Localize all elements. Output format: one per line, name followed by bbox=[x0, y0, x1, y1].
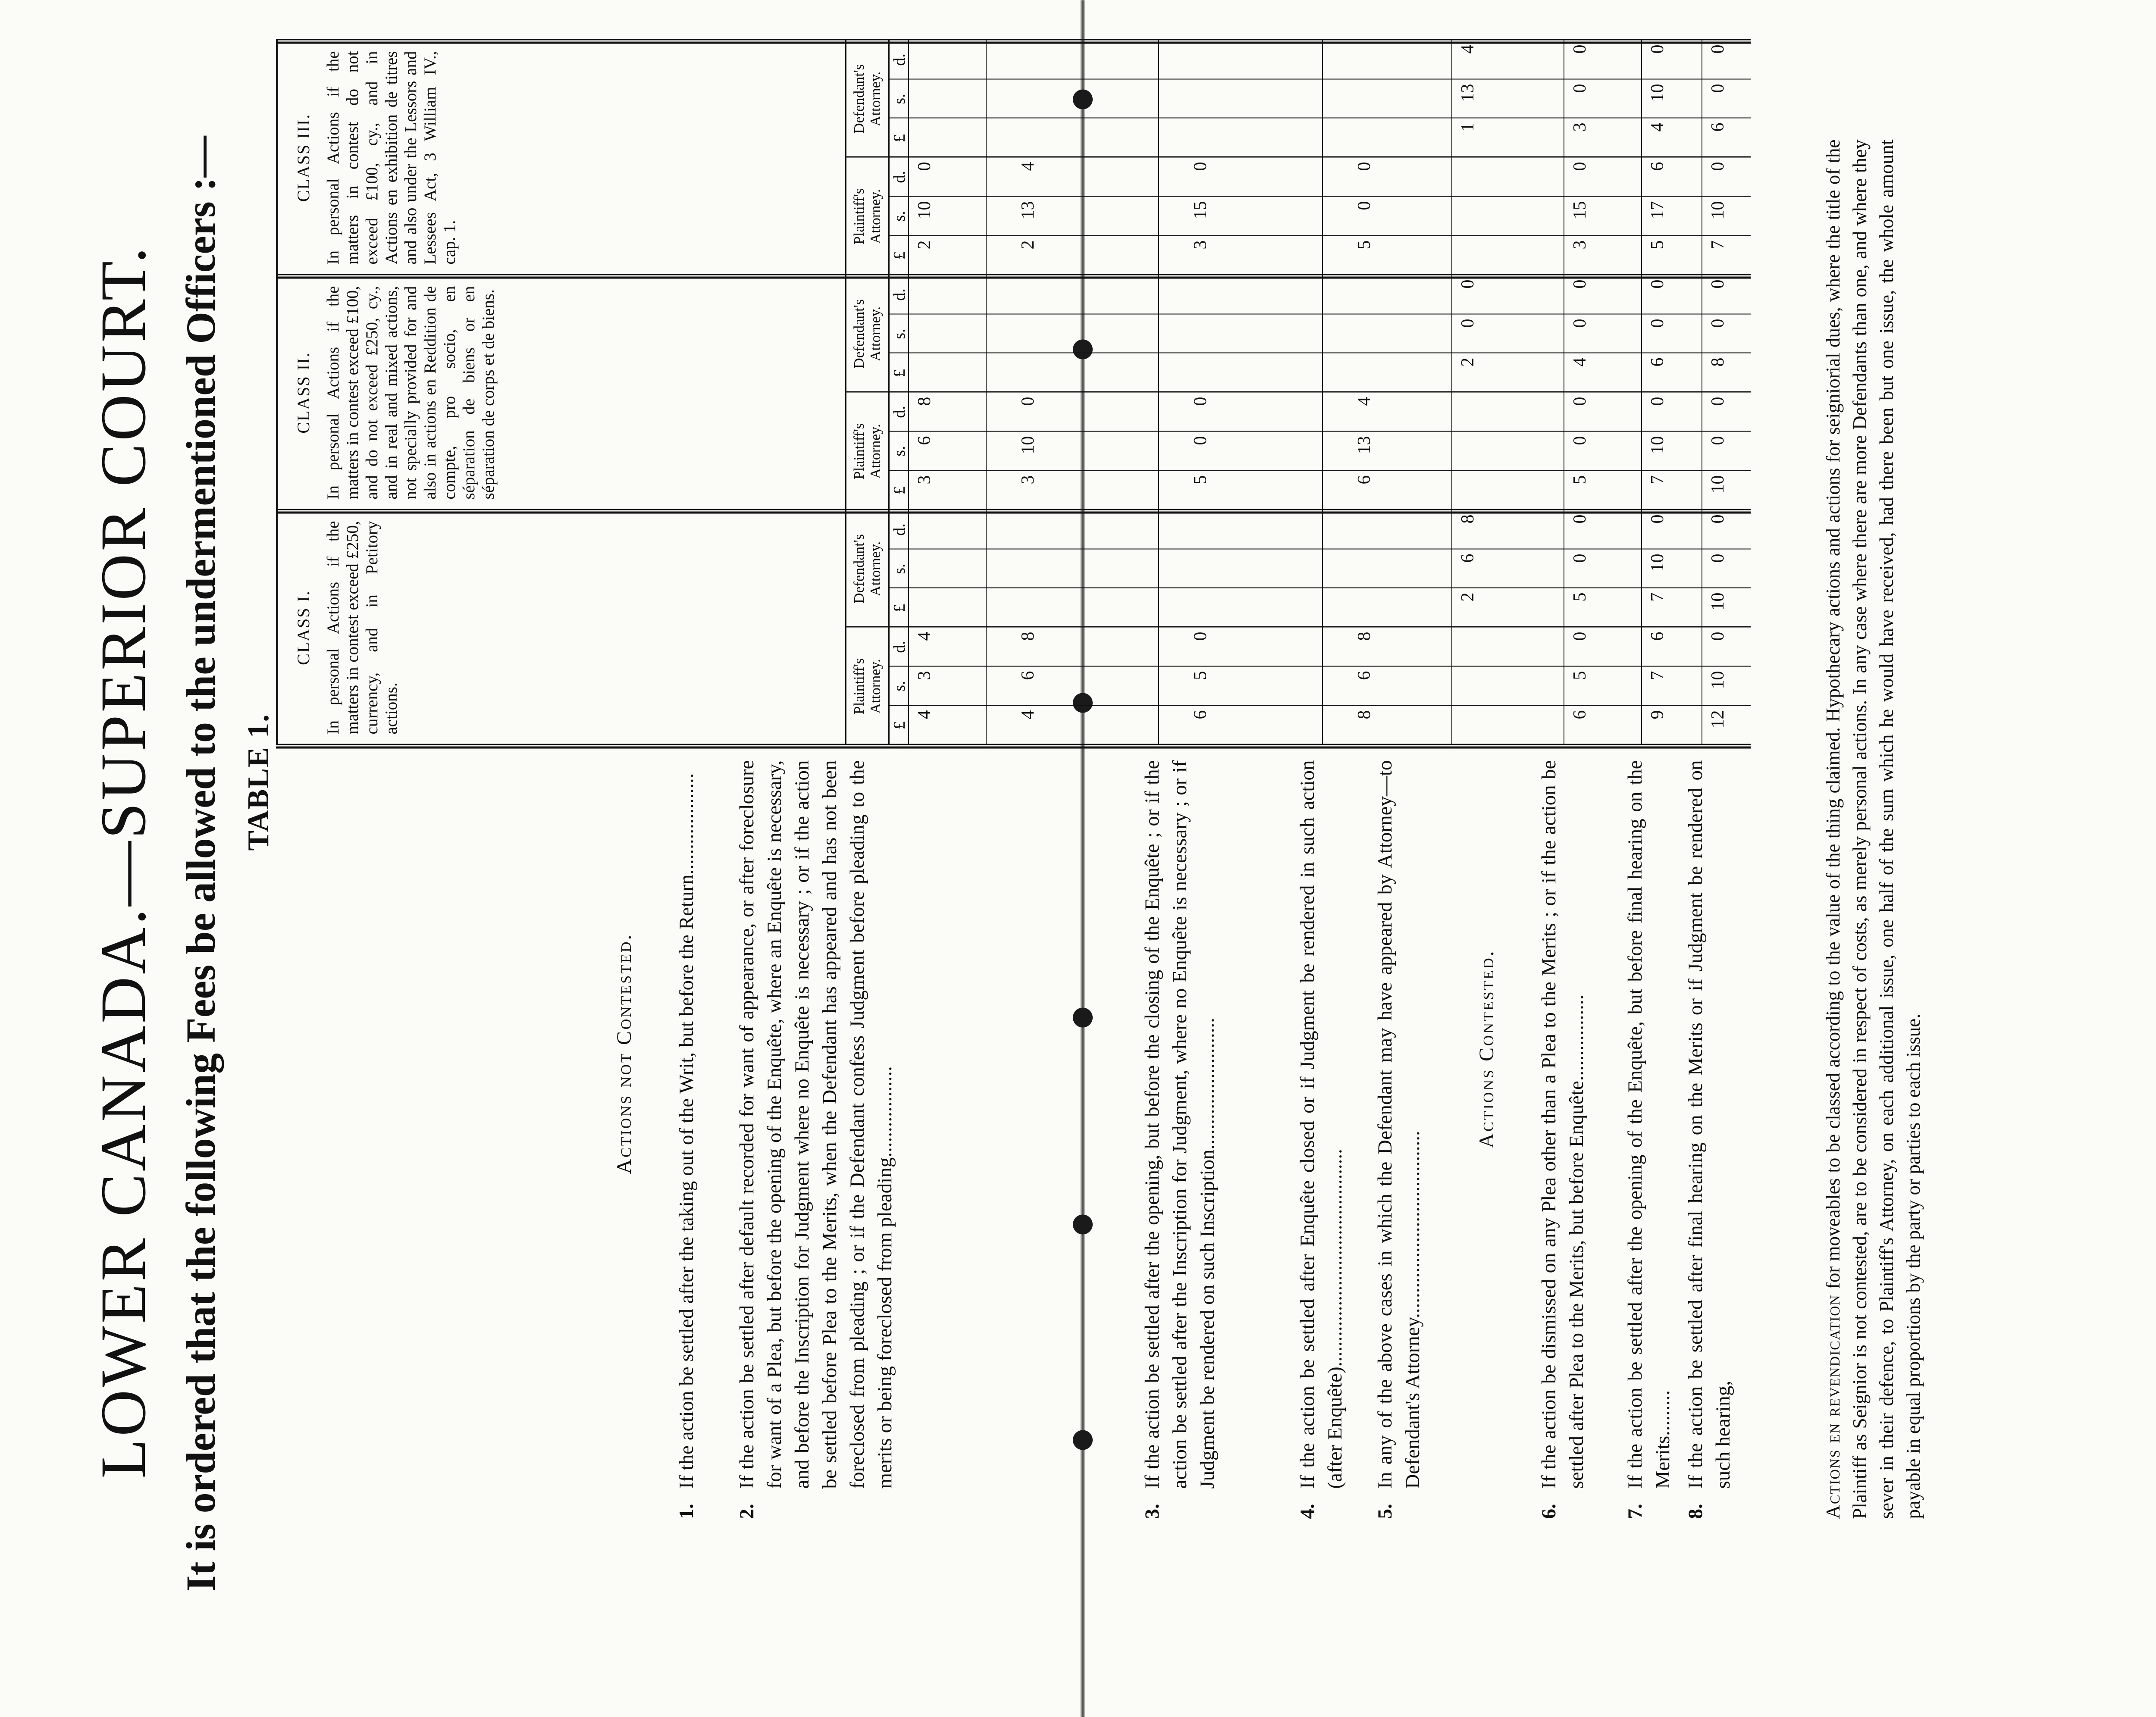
fee-item-number: 8. bbox=[1684, 1503, 1707, 1519]
fee-item-text: If the action be settled after default recorded for want of appearance, or after foreclosure for want of a Plea, but before the opening of the Enquête, where an Enquête is necessary, and before the Inscription for Judgment where no Enquête is necessary ; or if the action be settled before Plea to the Merits, when the Defendant has appeared and has not been foreclosed from pleading ; or if the Defendant confess Judgment before pleading to the merits or being foreclosed from pleading.................. bbox=[736, 760, 896, 1489]
fee-value: 6 bbox=[1648, 632, 1667, 641]
binding-stitch-mark bbox=[1073, 89, 1093, 109]
defendant-attorney-header: Defendant's Attorney. bbox=[851, 299, 884, 369]
fee-value: 7 bbox=[1708, 240, 1728, 249]
fee-value: 0 bbox=[1570, 319, 1590, 328]
fee-item bbox=[673, 760, 729, 1519]
plaintiff-attorney-header: Plaintiff's Attorney. bbox=[851, 423, 884, 479]
fee-value: 5 bbox=[1191, 671, 1210, 680]
fee-value: 6 bbox=[1458, 554, 1478, 563]
fee-value: 6 bbox=[1354, 475, 1374, 484]
fee-value: 3 bbox=[1570, 240, 1590, 249]
fee-value: 6 bbox=[915, 436, 934, 445]
attorney-column-rule bbox=[845, 156, 1751, 157]
fee-value: 6 bbox=[1191, 710, 1210, 719]
fee-item bbox=[1535, 760, 1617, 1519]
fee-value: 3 bbox=[915, 475, 934, 484]
fee-value: 6 bbox=[1648, 162, 1667, 171]
unit-pence: d. bbox=[890, 523, 909, 536]
unit-column-rule bbox=[888, 587, 1751, 588]
fee-item bbox=[1621, 760, 1677, 1519]
fee-value: 12 bbox=[1708, 710, 1728, 728]
fee-value: 10 bbox=[1648, 554, 1667, 572]
fee-value: 5 bbox=[1354, 240, 1374, 249]
fee-value: 8 bbox=[1354, 710, 1374, 719]
plaintiff-attorney-header: Plaintiff's Attorney. bbox=[851, 658, 884, 714]
fee-value: 13 bbox=[1354, 436, 1374, 454]
unit-shillings: s. bbox=[890, 328, 909, 339]
fee-item-text: If the action be settled after final hearing on the Merits or if Judgment be rendered on such hearing, bbox=[1684, 760, 1734, 1489]
fee-value: 5 bbox=[1648, 240, 1667, 249]
class-description: In personal Actions if the matters in contest exceed £100, and do not exceed £250, cy., and in real and mixed actions, not specially provided for and also in actions en Reddition de compte, pro socio, en séparation de biens or en séparation de corps et de biens. bbox=[324, 286, 498, 499]
class-description: In personal Actions if the matters in contest do not exceed £100, cy., and in Actions en exhibition de titres and also under the Lessors and Lessees Act, 3 William IV., cap. 1. bbox=[324, 51, 459, 264]
defendant-attorney-header: Defendant's Attorney. bbox=[851, 534, 884, 604]
fee-value: 0 bbox=[1191, 397, 1210, 406]
fee-value: 0 bbox=[1570, 84, 1590, 93]
fee-value: 0 bbox=[1648, 319, 1667, 328]
fee-value: 4 bbox=[1354, 397, 1374, 406]
fee-value: 0 bbox=[1570, 554, 1590, 563]
table-rule-vertical bbox=[276, 41, 1751, 44]
plaintiff-attorney-header: Plaintiff's Attorney. bbox=[851, 188, 884, 244]
fee-value: 0 bbox=[1570, 514, 1590, 523]
fee-value: 10 bbox=[1648, 84, 1667, 102]
fee-item-text: If the action be settled after the taking out of the Writ, but before the Return.................... bbox=[675, 772, 698, 1489]
fee-value: 0 bbox=[1191, 162, 1210, 171]
fee-value: 0 bbox=[1191, 436, 1210, 445]
unit-column-rule bbox=[888, 78, 1751, 79]
class-heading: CLASS II. bbox=[294, 351, 313, 434]
note-text: for moveables to be classed according to the value of the thing claimed. Hypothecary actions and actions for seigniorial dues, where the title of the Plaintiff as Seignior is not contested, are to be considered in respect of costs, as merely personal actions. In any case where there are more Defendants than one, and where they sever in their defence, to Plaintiff's Attorney, on each additional issue, one half of the sum which he would have received, had there been but one issue, the whole amount payable in equal proportions by the party or parties to each issue. bbox=[1822, 139, 1924, 1519]
unit-pence: d. bbox=[890, 640, 909, 653]
fee-item-number: 7. bbox=[1624, 1503, 1646, 1519]
fee-value: 15 bbox=[1570, 201, 1590, 219]
unit-pounds: £ bbox=[890, 721, 909, 729]
fee-value: 0 bbox=[1458, 279, 1478, 288]
fee-value: 0 bbox=[1570, 44, 1590, 53]
fee-value: 10 bbox=[1708, 592, 1728, 610]
fee-value: 0 bbox=[1648, 279, 1667, 288]
unit-pence: d. bbox=[890, 405, 909, 418]
attorney-column-rule bbox=[845, 391, 1751, 392]
fee-value: 0 bbox=[1708, 162, 1728, 171]
class-heading: CLASS I. bbox=[294, 590, 313, 665]
fee-value: 0 bbox=[1570, 632, 1590, 641]
fee-value: 10 bbox=[1648, 436, 1667, 454]
fee-value: 0 bbox=[915, 162, 934, 171]
fee-value: 8 bbox=[1708, 357, 1728, 366]
unit-shillings: s. bbox=[890, 680, 909, 691]
fee-value: 0 bbox=[1354, 201, 1374, 210]
unit-pounds: £ bbox=[890, 251, 909, 260]
fee-item-number: 1. bbox=[675, 1503, 698, 1519]
unit-shillings: s. bbox=[890, 93, 909, 104]
fee-value: 5 bbox=[1191, 475, 1210, 484]
fee-item-text: If the action be dismissed on any Plea other than a Plea to the Merits ; or if the action be settled after Plea to the Merits, but before Enquête................. bbox=[1538, 760, 1588, 1489]
fee-value: 2 bbox=[1458, 592, 1478, 601]
fee-item bbox=[1682, 760, 1738, 1519]
fee-value: 10 bbox=[1708, 475, 1728, 493]
fee-value: 6 bbox=[1018, 671, 1038, 680]
fee-value: 0 bbox=[1570, 162, 1590, 171]
table-rule-vertical bbox=[276, 744, 1751, 745]
fee-value: 15 bbox=[1191, 201, 1210, 219]
defendant-attorney-header: Defendant's Attorney. bbox=[851, 64, 884, 134]
fee-value: 0 bbox=[1018, 397, 1038, 406]
fee-value: 0 bbox=[1648, 44, 1667, 53]
fee-item-number: 4. bbox=[1296, 1503, 1319, 1519]
fee-value: 5 bbox=[1570, 671, 1590, 680]
fee-item-text: If the action be settled after Enquête closed or if Judgment be rendered in such action (after Enquête)........................................... bbox=[1296, 760, 1346, 1489]
table-rule-vertical bbox=[276, 511, 1751, 513]
fee-item bbox=[733, 760, 1087, 1519]
class-description: In personal Actions if the matters in contest exceed £250, currency, and in Petitory actions. bbox=[324, 521, 401, 734]
unit-pence: d. bbox=[890, 288, 909, 301]
table-rule-vertical bbox=[276, 509, 1751, 510]
fee-value: 3 bbox=[915, 671, 934, 680]
fee-item-number: 2. bbox=[736, 1503, 758, 1519]
fee-value: 0 bbox=[1570, 397, 1590, 406]
table-rule-vertical bbox=[276, 276, 1751, 278]
unit-pounds: £ bbox=[890, 134, 909, 142]
fee-value: 8 bbox=[1018, 632, 1038, 641]
closing-note bbox=[1820, 139, 1927, 1519]
fee-value: 2 bbox=[1018, 240, 1038, 249]
fee-value: 0 bbox=[1708, 397, 1728, 406]
fee-value: 8 bbox=[1458, 514, 1478, 523]
fee-value: 6 bbox=[1708, 122, 1728, 131]
unit-pounds: £ bbox=[890, 604, 909, 612]
fee-item-number: 5. bbox=[1374, 1503, 1396, 1519]
unit-pounds: £ bbox=[890, 486, 909, 494]
fee-value: 7 bbox=[1648, 671, 1667, 680]
unit-shillings: s. bbox=[890, 563, 909, 574]
table-rule-top bbox=[276, 39, 278, 745]
fee-value: 3 bbox=[1191, 240, 1210, 249]
fee-value: 0 bbox=[1708, 279, 1728, 288]
unit-pence: d. bbox=[890, 170, 909, 183]
fee-value: 8 bbox=[915, 397, 934, 406]
fee-value: 4 bbox=[1018, 162, 1038, 171]
fee-value: 4 bbox=[1648, 122, 1667, 131]
fee-value: 0 bbox=[1570, 436, 1590, 445]
fee-value: 0 bbox=[1570, 279, 1590, 288]
unit-shillings: s. bbox=[890, 210, 909, 222]
fee-value: 0 bbox=[1708, 44, 1728, 53]
fee-value: 0 bbox=[1708, 319, 1728, 328]
fee-value: 3 bbox=[1570, 122, 1590, 131]
table-label: TABLE 1. bbox=[242, 713, 275, 851]
unit-column-rule bbox=[888, 352, 1751, 353]
fee-item-number: 3. bbox=[1141, 1503, 1163, 1519]
section-heading-not-contested: Actions not Contested. bbox=[613, 933, 636, 1174]
fee-item-text: If the action be settled after the opening, but before the closing of the Enquête ; or if the action be settled after the Inscription for Judgment, where no Enquête is necessary ; or if Judgment be rendered on such Inscription.......................... bbox=[1141, 760, 1219, 1489]
unit-shillings: s. bbox=[890, 445, 909, 457]
fee-value: 4 bbox=[915, 632, 934, 641]
fee-value: 6 bbox=[1648, 357, 1667, 366]
page-title: LOWER CANADA.—SUPERIOR COURT. bbox=[88, 244, 159, 1479]
fee-value: 4 bbox=[1458, 44, 1478, 53]
fee-value: 0 bbox=[1354, 162, 1374, 171]
binding-stitch-mark bbox=[1073, 693, 1093, 713]
fee-value: 0 bbox=[1458, 319, 1478, 328]
fee-value: 10 bbox=[915, 201, 934, 219]
fee-value: 0 bbox=[1708, 554, 1728, 563]
table-rule-vertical bbox=[276, 746, 1751, 748]
unit-column-rule bbox=[888, 117, 1751, 118]
fee-item-number: 6. bbox=[1538, 1503, 1560, 1519]
section-heading-contested: Actions Contested. bbox=[1475, 949, 1498, 1148]
binding-stitch-mark bbox=[1073, 339, 1093, 359]
fee-value: 4 bbox=[915, 710, 934, 719]
fee-value: 9 bbox=[1648, 710, 1667, 719]
unit-pence: d. bbox=[890, 53, 909, 66]
fee-value: 0 bbox=[1648, 514, 1667, 523]
fee-value: 6 bbox=[1570, 710, 1590, 719]
fee-item-text: If the action be settled after the opening of the Enquête, but before final hearing on the Merits......... bbox=[1624, 760, 1674, 1489]
fee-value: 0 bbox=[1708, 632, 1728, 641]
fee-item bbox=[1294, 760, 1367, 1519]
fee-value: 7 bbox=[1648, 475, 1667, 484]
fee-value: 0 bbox=[1708, 436, 1728, 445]
fee-value: 4 bbox=[1570, 357, 1590, 366]
page-subtitle: It is ordered that the following Fees be allowed to the undermentioned Officers :— bbox=[178, 135, 224, 1592]
fee-value: 17 bbox=[1648, 201, 1667, 219]
table-rule-vertical bbox=[276, 274, 1751, 275]
class-heading: CLASS III. bbox=[294, 113, 313, 202]
fee-item bbox=[1138, 760, 1281, 1519]
fee-value: 7 bbox=[1648, 592, 1667, 601]
fee-item-text: In any of the above cases in which the Defendant may have appeared by Attorney—to Defendant's Attorney..................................... bbox=[1374, 760, 1424, 1489]
fee-value: 4 bbox=[1018, 710, 1038, 719]
unit-column-rule bbox=[888, 313, 1751, 314]
fee-value: 2 bbox=[1458, 357, 1478, 366]
table-rule-vertical bbox=[276, 39, 1751, 40]
fee-value: 0 bbox=[1708, 514, 1728, 523]
fee-value: 0 bbox=[1191, 632, 1210, 641]
fee-value: 1 bbox=[1458, 122, 1478, 131]
fee-value: 5 bbox=[1570, 592, 1590, 601]
fee-value: 5 bbox=[1570, 475, 1590, 484]
fee-value: 8 bbox=[1354, 632, 1374, 641]
unit-pounds: £ bbox=[890, 369, 909, 377]
fee-value: 10 bbox=[1018, 436, 1038, 454]
fee-value: 13 bbox=[1458, 84, 1478, 102]
fee-value: 6 bbox=[1354, 671, 1374, 680]
unit-column-rule bbox=[888, 548, 1751, 549]
fee-value: 3 bbox=[1018, 475, 1038, 484]
fee-value: 2 bbox=[915, 240, 934, 249]
fee-value: 0 bbox=[1648, 397, 1667, 406]
fee-value: 10 bbox=[1708, 201, 1728, 219]
fee-value: 10 bbox=[1708, 671, 1728, 689]
fee-item bbox=[1371, 760, 1457, 1519]
fee-value: 0 bbox=[1708, 84, 1728, 93]
attorney-column-rule bbox=[845, 626, 1751, 627]
note-lead: Actions en revendication bbox=[1822, 1294, 1844, 1519]
fee-value: 13 bbox=[1018, 201, 1038, 219]
